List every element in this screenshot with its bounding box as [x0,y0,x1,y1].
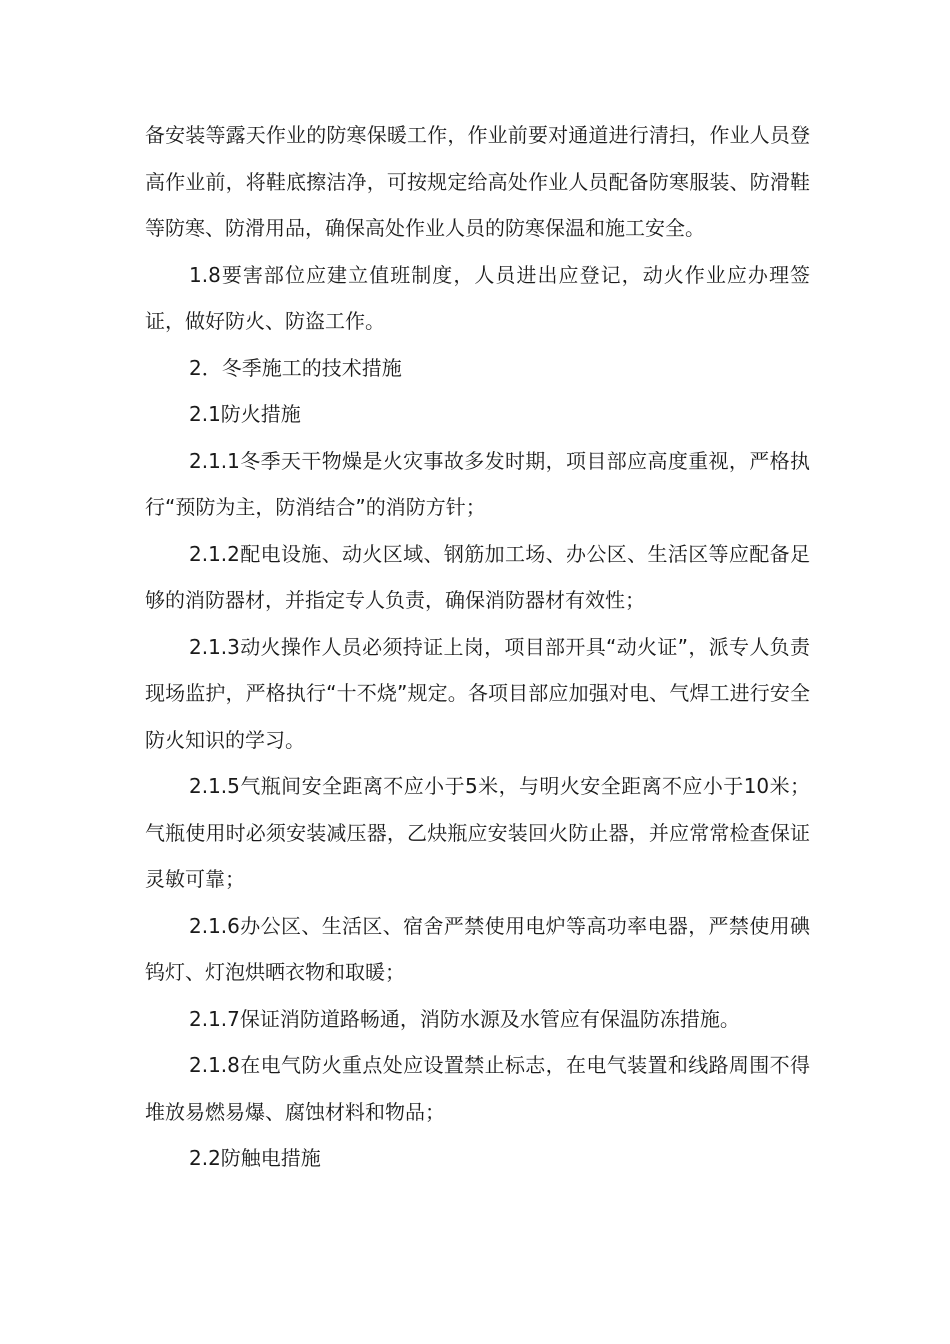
paragraph-2-1-8: 2.1.8在电气防火重点处应设置禁止标志，在电气装置和线路周围不得堆放易燃易爆、腐蚀材料和物品； [145,1053,810,1124]
paragraph-2-1-7: 2.1.7保证消防道路畅通，消防水源及水管应有保温防冻措施。 [189,1006,740,1031]
section-heading-2: 2．冬季施工的技术措施 [189,355,402,380]
paragraph-2-1-2: 2.1.2配电设施、动火区域、钢筋加工场、办公区、生活区等应配备足够的消防器材，并指定专人负责，确保消防器材有效性； [145,541,810,612]
document-body [145,112,810,1182]
paragraph-2-1-1: 2.1.1冬季天干物燥是火灾事故多发时期，项目部应高度重视，严格执行“预防为主，防消结合”的消防方针； [145,448,810,519]
paragraph-1-8: 1.8要害部位应建立值班制度，人员进出应登记，动火作业应办理签证，做好防火、防盗工作。 [145,262,810,333]
paragraph-2-1-5: 2.1.5气瓶间安全距离不应小于5米，与明火安全距离不应小于10米；气瓶使用时必须安装减压器，乙炔瓶应安装回火防止器，并应常常检查保证灵敏可靠； [145,774,810,891]
paragraph-2-1-6: 2.1.6办公区、生活区、宿舍严禁使用电炉等高功率电器，严禁使用碘钨灯、灯泡烘晒衣物和取暖； [145,913,810,984]
section-heading-2-2: 2.2防触电措施 [189,1146,321,1170]
paragraph-2-1-3: 2.1.3动火操作人员必须持证上岗，项目部开具“动火证”，派专人负责现场监护，严格执行“十不烧”规定。各项目部应加强对电、气焊工进行安全防火知识的学习。 [145,634,810,752]
section-heading-2-1: 2.1防火措施 [189,402,301,426]
paragraph-continuation: 备安装等露天作业的防寒保暖工作，作业前要对通道进行清扫，作业人员登高作业前，将鞋底擦洁净，可按规定给高处作业人员配备防寒服装、防滑鞋等防寒、防滑用品，确保高处作业人员的防寒保温和施工安全。 [145,123,810,240]
